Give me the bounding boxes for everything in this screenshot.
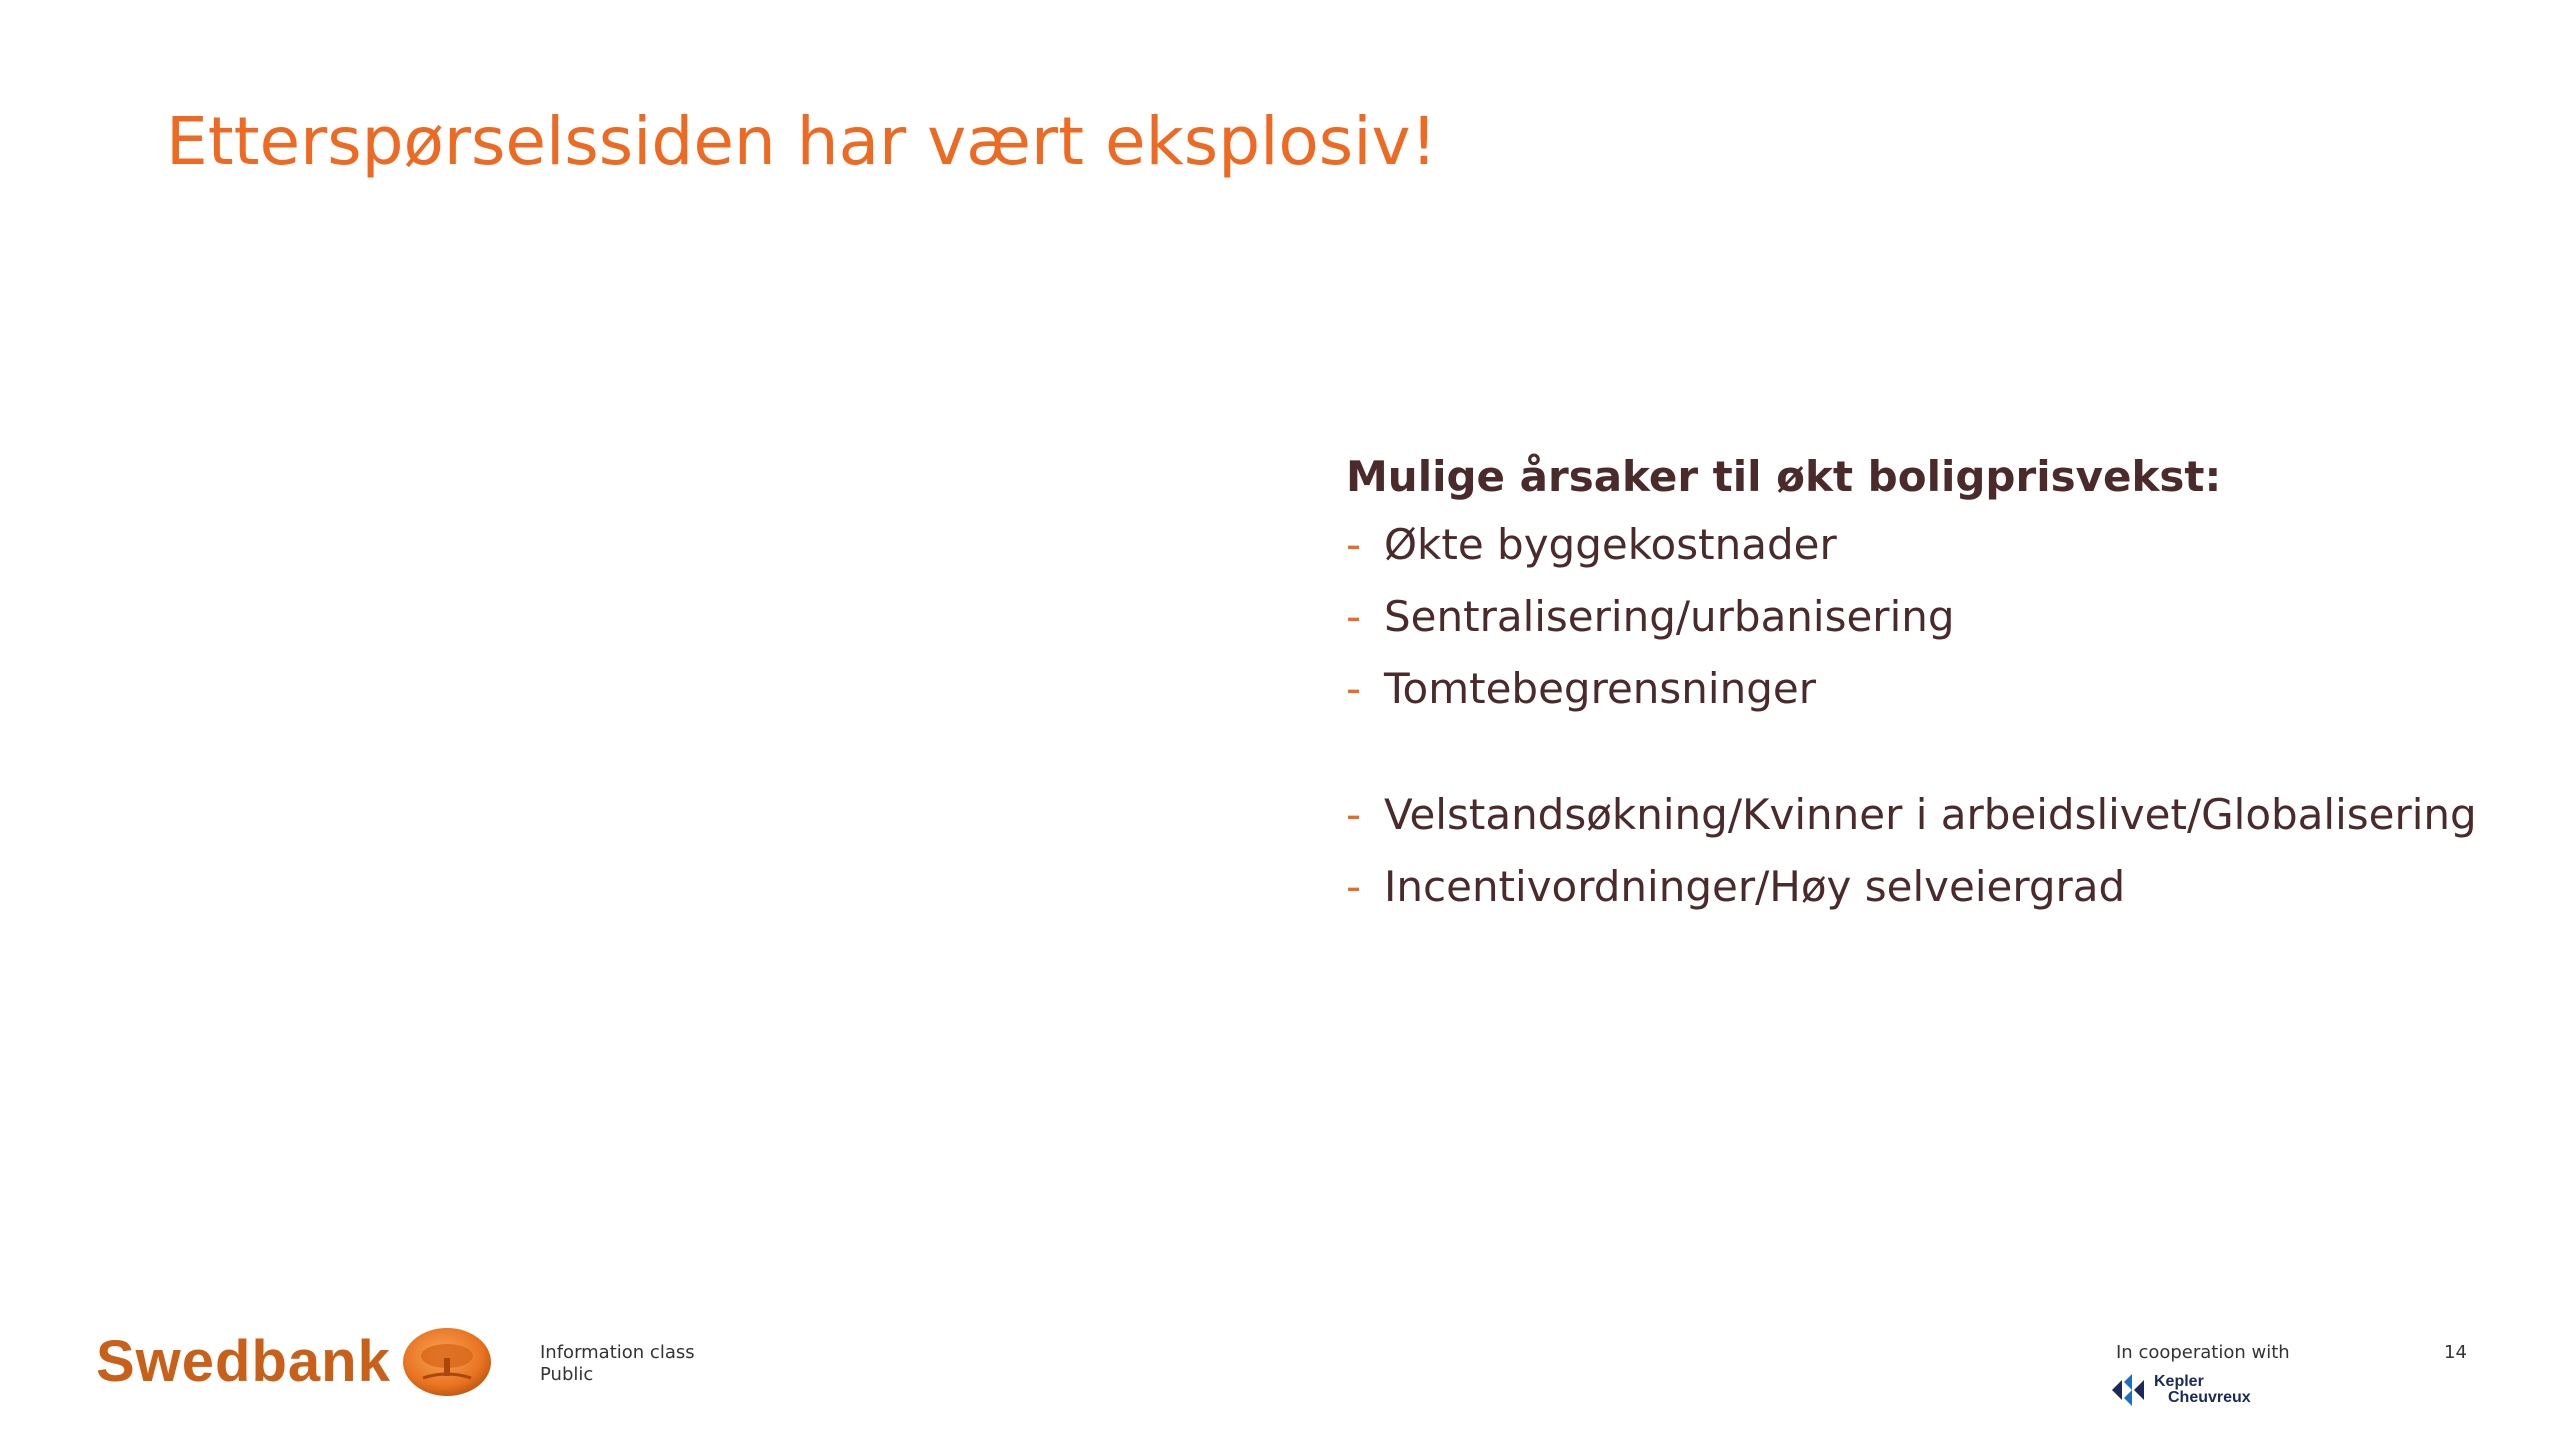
page-number: 14 [2444,1342,2467,1363]
information-class [540,1342,695,1386]
bullet-item [1346,590,2496,644]
bullet-dash: - [1346,790,1362,839]
partner-name-line1: Kepler [2154,1373,2204,1390]
information-class-value: Public [540,1364,594,1385]
bullet-text: Sentralisering/urbanisering [1384,592,1955,641]
bullet-text: Tomtebegrensninger [1384,664,1816,713]
kepler-cheuvreux-arrows-icon [2110,1372,2148,1408]
bullet-text: Incentivordninger/Høy selveiergrad [1384,862,2126,911]
swedbank-logo [96,1326,493,1398]
bullet-dash: - [1346,664,1362,713]
bullet-dash: - [1346,862,1362,911]
bullet-item [1346,662,2496,716]
information-class-label: Information class [540,1342,695,1363]
bullet-item [1346,860,2496,914]
kepler-cheuvreux-wordmark [2154,1374,2251,1406]
kepler-cheuvreux-logo [2110,1372,2251,1408]
bullet-text: Velstandsøkning/Kvinner i arbeidslivet/Globalisering [1384,790,2477,839]
logo-wordmark: Swedbank [96,1329,391,1394]
slide-title: Etterspørselssiden har vært eksplosiv! [166,103,1438,180]
content-heading: Mulige årsaker til økt boligprisvekst: [1346,452,2222,501]
bullet-item [1346,518,2496,572]
cooperation-label: In cooperation with [2116,1342,2290,1363]
bullet-list [1346,518,2496,914]
bullet-dash: - [1346,520,1362,569]
partner-name-line2: Cheuvreux [2168,1389,2251,1406]
bullet-dash: - [1346,592,1362,641]
content-block [1346,446,2496,932]
swedbank-oak-tree-icon [401,1326,493,1398]
bullet-text: Økte byggekostnader [1384,520,1837,569]
bullet-item [1346,788,2496,842]
